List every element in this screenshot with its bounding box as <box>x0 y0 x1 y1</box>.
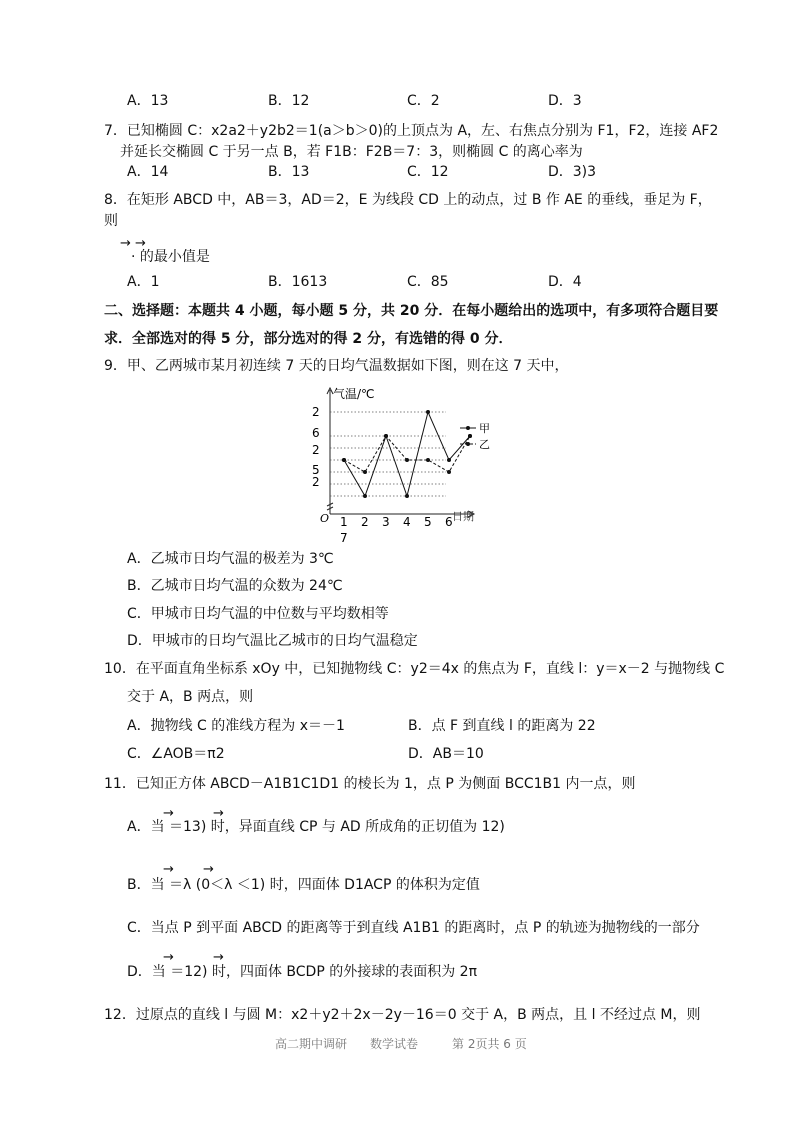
q11-option-c: C．当点 P 到平面 ABCD 的距离等于到直线 A1B1 的距离时，点 P 的轨迹为抛物线的一部分 <box>127 920 700 936</box>
q10-option-c: C．∠AOB＝π2 <box>127 746 225 762</box>
q8-option-b: B．1613 <box>268 274 328 290</box>
x-tick-sublabel: 7 <box>340 531 348 545</box>
q11-a-vector-arrow: → <box>163 806 174 821</box>
q8-stem-line1: 8．在矩形 ABCD 中，AB＝3，AD＝2，E 为线段 CD 上的动点，过 B 作 AE 的垂线，垂足为 F， <box>104 192 712 208</box>
legend-label-2: 乙 <box>479 438 490 451</box>
data-point <box>384 434 388 438</box>
y-tick-label: 6 <box>312 426 320 440</box>
q7-option-b: B．13 <box>268 164 310 180</box>
origin-label: O <box>320 512 330 525</box>
q8-stem-line3: · 的最小值是 <box>131 249 210 265</box>
q10-option-b: B．点 F 到直线 l 的距离为 22 <box>408 718 596 734</box>
q6-option-c: C．2 <box>407 93 440 109</box>
q7-option-a: A．14 <box>127 164 169 180</box>
data-point <box>363 470 367 474</box>
footer-subject: 数学试卷 <box>370 1037 419 1051</box>
q6-option-b: B．12 <box>268 93 310 109</box>
q7-stem-line1: 7．已知椭圆 C：x2a2＋y2b2＝1(a＞b＞0)的上顶点为 A，左、右焦点分别为 F1，F2，连接 AF2 <box>104 123 719 139</box>
q9-option-d: D．甲城市的日均气温比乙城市的日均气温稳定 <box>127 633 418 649</box>
x-tick-label: 6 <box>445 515 453 529</box>
x-tick-label: 4 <box>403 515 411 529</box>
q11-d-vector-arrow: → <box>163 950 174 965</box>
q7-option-d: D．3)3 <box>548 164 597 180</box>
q11-stem: 11．已知正方体 ABCD－A1B1C1D1 的棱长为 1，点 P 为侧面 BCC1B1 内一点，则 <box>104 776 636 792</box>
q9-stem: 9．甲、乙两城市某月初连续 7 天的日均气温数据如下图，则在这 7 天中， <box>104 358 569 374</box>
q9-option-a: A．乙城市日均气温的极差为 3℃ <box>127 551 334 567</box>
x-tick-label: 3 <box>382 515 390 529</box>
q9-option-c: C．甲城市日均气温的中位数与平均数相等 <box>127 606 389 622</box>
data-point <box>405 494 409 498</box>
series-line-1 <box>344 412 470 496</box>
q10-stem-line2: 交于 A，B 两点，则 <box>127 689 254 705</box>
q7-stem-line2: 并延长交椭圆 C 于另一点 B，若 F1B：F2B＝7：3，则椭圆 C 的离心率为 <box>120 144 583 160</box>
q11-a-vector-arrow-2: → <box>213 806 224 821</box>
data-point <box>405 458 409 462</box>
q9-option-b: B．乙城市日均气温的众数为 24℃ <box>127 578 343 594</box>
q11-option-b: B．当 ＝λ (0＜λ ＜1) 时，四面体 D1ACP 的体积为定值 <box>127 877 480 893</box>
q8-stem-line2: 则 <box>104 213 118 229</box>
x-tick-label: 1 <box>340 515 348 529</box>
data-point <box>447 470 451 474</box>
q8-option-c: C．85 <box>407 274 449 290</box>
q6-option-a: A．13 <box>127 93 169 109</box>
q11-option-a: A．当 ＝13) 时，异面直线 CP 与 AD 所成角的正切值为 12) <box>127 819 505 835</box>
q7-option-c: C．12 <box>407 164 449 180</box>
legend-marker-1 <box>466 426 470 430</box>
data-point <box>426 410 430 414</box>
y-tick-label: 2 <box>312 405 320 419</box>
temperature-line-chart <box>300 382 500 547</box>
y-tick-label: 2 <box>312 475 320 489</box>
q11-d-vector-arrow-2: → <box>213 950 224 965</box>
series-line-2 <box>344 436 470 472</box>
q10-option-d: D．AB＝10 <box>408 746 484 762</box>
x-axis-label: 日期 <box>452 510 474 523</box>
footer-exam-name: 高二期中调研 <box>275 1037 348 1051</box>
q11-b-vector-arrow-2: → <box>203 862 214 877</box>
y-tick-label: 5 <box>312 463 320 477</box>
y-tick-label: 2 <box>312 443 320 457</box>
data-point <box>468 434 472 438</box>
q6-option-d: D．3 <box>548 93 582 109</box>
q11-b-vector-arrow: → <box>163 862 174 877</box>
x-tick-label: 5 <box>424 515 432 529</box>
legend-marker-2 <box>466 442 470 446</box>
q8-option-a: A．1 <box>127 274 160 290</box>
data-point <box>342 458 346 462</box>
data-point <box>447 458 451 462</box>
data-point <box>363 494 367 498</box>
q8-vector-arrows: → → <box>120 236 146 251</box>
y-axis-label: 气温/℃ <box>333 387 375 401</box>
q10-option-a: A．抛物线 C 的准线方程为 x＝－1 <box>127 718 345 734</box>
legend-label-1: 甲 <box>479 422 490 435</box>
x-tick-label: 2 <box>361 515 369 529</box>
section2-heading-line1: 二、选择题：本题共 4 小题，每小题 5 分，共 20 分．在每小题给出的选项中，有多项符合题目要 <box>104 303 719 319</box>
section2-heading-line2: 求．全部选对的得 5 分，部分选对的得 2 分，有选错的得 0 分． <box>104 331 513 347</box>
data-point <box>426 458 430 462</box>
q11-option-d: D．当 ＝12) 时，四面体 BCDP 的外接球的表面积为 2π <box>127 964 477 980</box>
q10-stem-line1: 10．在平面直角坐标系 xOy 中，已知抛物线 C：y2＝4x 的焦点为 F，直线 l：y＝x－2 与抛物线 C <box>104 661 725 677</box>
q8-option-d: D．4 <box>548 274 582 290</box>
footer-page-number: 第 2页共 6 页 <box>452 1037 527 1051</box>
q12-stem: 12．过原点的直线 l 与圆 M：x2＋y2＋2x－2y－16＝0 交于 A，B 两点，且 l 不经过点 M，则 <box>104 1007 701 1023</box>
